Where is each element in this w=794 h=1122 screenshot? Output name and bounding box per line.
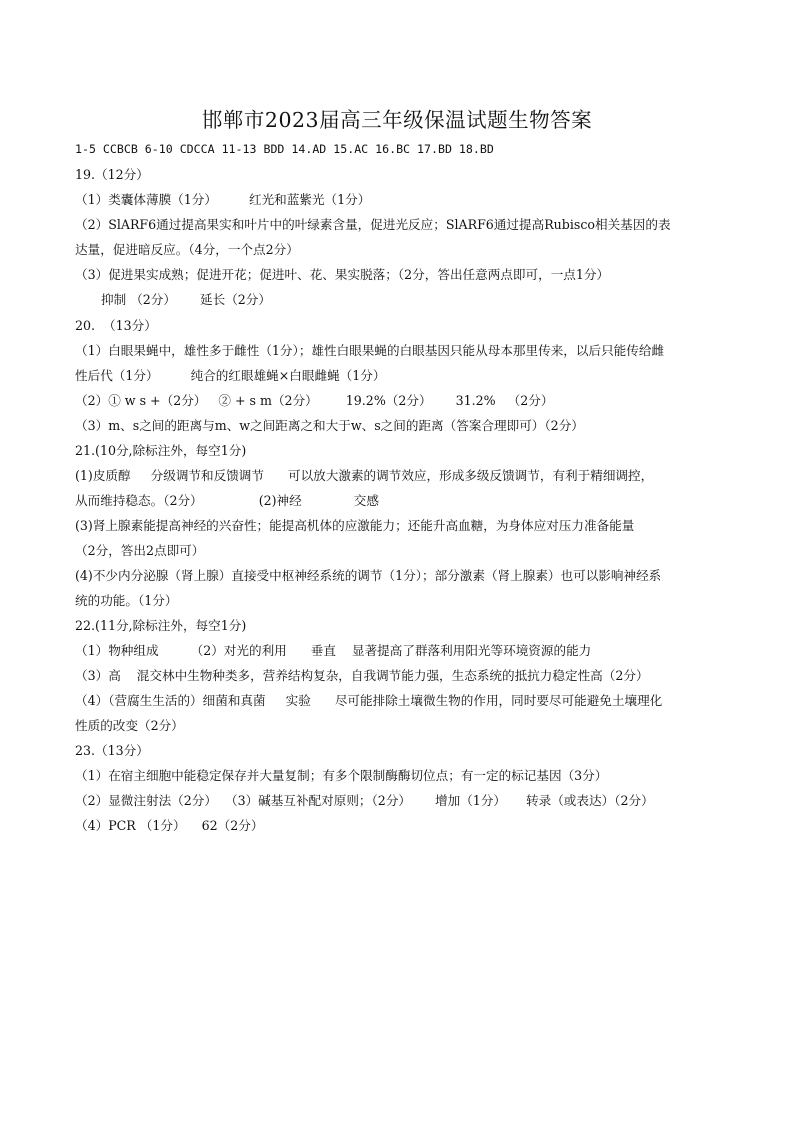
question-heading: 23.（13分） xyxy=(75,743,149,758)
answer-line: （2）SlARF6通过提高果实和叶片中的叶绿素含量，促进光反应；SlARF6通过提高Rubisco相关基因的表 xyxy=(75,217,671,232)
answer-line: （3）高 混交林中生物种类多，营养结构复杂，自我调节能力强，生态系统的抵抗力稳定性高（2分） xyxy=(75,668,649,683)
multiple-choice-answers: 1-5 CCBCB 6-10 CDCCA 11-13 BDD 14.AD 15.AC 16.BC 17.BD 18.BD xyxy=(75,142,494,156)
answer-line: 抑制 （2分） 延长（2分） xyxy=(101,292,271,307)
answer-line: （2）显微注射法（2分） （3）碱基互补配对原则；（2分） 增加（1分） 转录（或表达）（2分） xyxy=(75,793,654,808)
question-heading: 22.(11分,除标注外，每空1分) xyxy=(75,618,247,633)
answer-line: 性质的改变（2分） xyxy=(75,718,184,733)
question-heading: 21.(10分,除标注外，每空1分) xyxy=(75,443,247,458)
question-heading: 19.（12分） xyxy=(75,167,149,182)
question-heading: 20. （13分） xyxy=(75,318,157,333)
answer-line: （1）在宿主细胞中能稳定保存并大量复制；有多个限制酶酶切位点；有一定的标记基因（3分） xyxy=(75,768,608,783)
answer-line: (3)肾上腺素能提高神经的兴奋性；能提高机体的应激能力；还能升高血糖，为身体应对压力准备能量 xyxy=(75,518,635,533)
answer-line: 统的功能。（1分） xyxy=(75,593,178,608)
answer-line: （4）PCR （1分） 62（2分） xyxy=(75,818,264,833)
answer-line: 达量，促进暗反应。（4分，一个点2分） xyxy=(75,242,299,257)
answer-line: （3）促进果实成熟；促进开花；促进叶、花、果实脱落；（2分，答出任意两点即可，一点1分） xyxy=(75,267,610,282)
page-title: 邯郸市2023届高三年级保温试题生物答案 xyxy=(201,108,593,132)
answer-line: (1)皮质醇 分级调节和反馈调节 可以放大激素的调节效应，形成多级反馈调节，有利于精细调控， xyxy=(75,468,654,483)
answer-line: 从而维持稳态。（2分） (2)神经 交感 xyxy=(75,493,379,508)
answer-line: （1）类囊体薄膜（1分） 红光和蓝紫光（1分） xyxy=(75,192,371,207)
answer-line: （1）白眼果蝇中，雄性多于雌性（1分）；雄性白眼果蝇的白眼基因只能从母本那里传来，以后只能传给雌 xyxy=(75,343,665,358)
answer-line: （1）物种组成 （2）对光的利用 垂直 显著提高了群落利用阳光等环境资源的能力 xyxy=(75,643,592,658)
answer-line: 性后代（1分） 纯合的红眼雄蝇×白眼雌蝇（1分） xyxy=(75,368,386,383)
answer-line: （3）m、s之间的距离与m、w之间距离之和大于w、s之间的距离（答案合理即可）（2分） xyxy=(75,418,584,433)
answer-line: （2分，答出2点即可） xyxy=(75,543,205,558)
answer-line: （4）（营腐生生活的）细菌和真菌 实验 尽可能排除土壤微生物的作用，同时要尽可能避免土壤理化 xyxy=(75,693,663,708)
answer-line: （2）① w s +（2分） ② + s m（2分） 19.2%（2分） 31.2% （2分） xyxy=(75,393,554,408)
answer-line: (4)不少内分泌腺（肾上腺）直接受中枢神经系统的调节（1分）；部分激素（肾上腺素）也可以影响神经系 xyxy=(75,568,662,583)
